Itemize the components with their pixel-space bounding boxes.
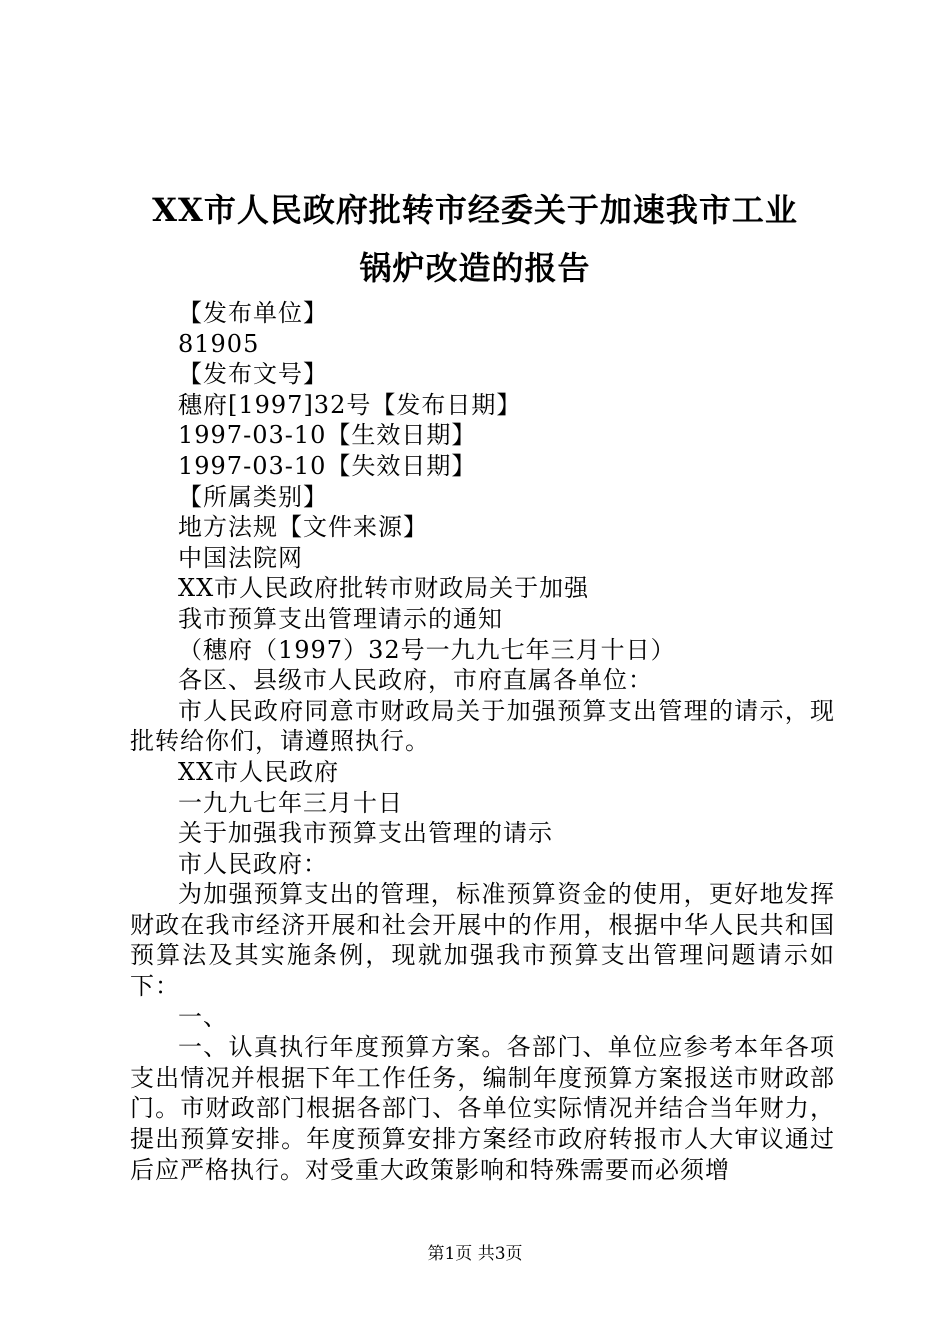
meta-line: 穗府[1997]32号【发布日期】: [178, 390, 522, 419]
meta-line: 中国法院网: [178, 543, 303, 572]
addressee: 各区、县级市人民政府，市府直属各单位：: [178, 666, 653, 695]
document-body: [130, 298, 835, 1185]
paragraph-purpose: 为加强预算支出的管理，标准预算资金的使用，更好地发挥财政在我市经济开展和社会开展中的作用，根据中华人民共和国预算法及其实施条例，现就加强我市预算支出管理问题请示如下：: [130, 880, 835, 1001]
request-title: 关于加强我市预算支出管理的请示: [178, 819, 553, 848]
request-addressee: 市人民政府：: [178, 849, 328, 878]
paragraph-section-1: 一、认真执行年度预算方案。各部门、单位应参考本年各项支出情况并根据下年工作任务，编制年度预算方案报送市财政部门。市财政部门根据各部门、各单位实际情况并结合当年财力，提出预算安排。年度预算安排方案经市政府转报市人大审议通过后应严格执行。对受重大政策影响和特殊需要而必须增: [130, 1033, 835, 1184]
notice-title-line: 我市预算支出管理请示的通知: [178, 604, 503, 633]
signature-issuer: XX市人民政府: [178, 757, 340, 786]
meta-line: 1997-03-10【生效日期】: [178, 421, 477, 450]
meta-line: 地方法规【文件来源】: [178, 513, 428, 542]
notice-reference: （穗府（1997）32号一九九七年三月十日）: [178, 635, 676, 664]
signature-date: 一九九七年三月十日: [178, 788, 403, 817]
meta-line: 【发布单位】: [178, 299, 328, 327]
paragraph-approval: 市人民政府同意市财政局关于加强预算支出管理的请示，现批转给你们，请遵照执行。: [130, 696, 835, 756]
notice-title-line: XX市人民政府批转市财政局关于加强: [178, 574, 590, 603]
section-marker: 一、: [178, 1002, 228, 1031]
meta-line: 1997-03-10【失效日期】: [178, 451, 477, 480]
page-number: 第1页 共3页: [427, 1244, 523, 1264]
meta-line: 81905: [178, 329, 260, 358]
document-title-line-2: 锅炉改造的报告: [359, 249, 591, 287]
meta-line: 【发布文号】: [178, 360, 328, 389]
document-title-line-1: XX市人民政府批转市经委关于加速我市工业: [152, 191, 798, 229]
meta-line: 【所属类别】: [178, 482, 328, 511]
